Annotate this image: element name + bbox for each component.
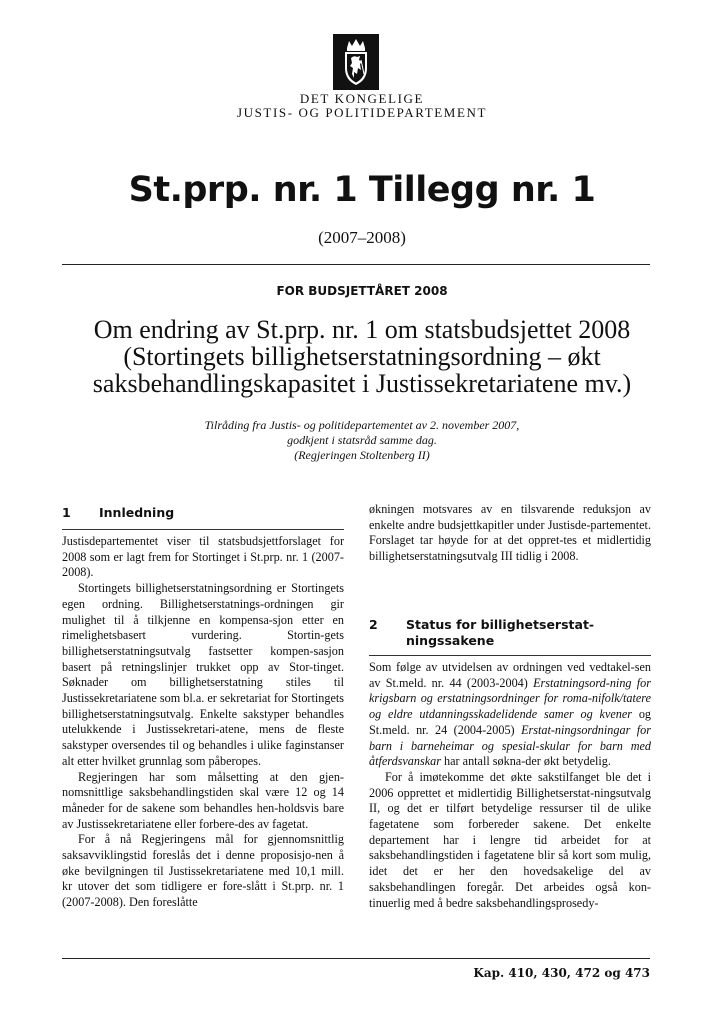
document-title: St.prp. nr. 1 Tillegg nr. 1 (128, 170, 596, 210)
department-name-line2: JUSTIS- OG POLITIDEPARTEMENT (236, 105, 488, 120)
top-divider (62, 264, 650, 265)
recommendation-line: (Regjeringen Stoltenberg II) (294, 448, 430, 462)
section-title: Status for billighetserstat-ningssakene (406, 617, 595, 648)
bottom-divider (62, 958, 650, 959)
recommendation-line: godkjent i statsråd samme dag. (287, 433, 437, 447)
section-heading-2 (369, 617, 651, 651)
section-heading-1 (62, 505, 344, 523)
chapter-references: Kap. 410, 430, 472 og 473 (473, 966, 650, 980)
norwegian-coat-of-arms-icon (333, 34, 379, 90)
subject-line: (Stortingets billighetserstatningsordning – økt (123, 342, 601, 371)
paragraph: Justisdepartementet viser til statsbudsjettforslaget for 2008 som er lagt frem for Stortinget i St.prp. nr. 1 (2007-2008). (62, 534, 344, 580)
section-rule (62, 529, 344, 530)
left-column (62, 534, 344, 911)
subject-line: Om endring av St.prp. nr. 1 om statsbudsjettet 2008 (93, 315, 631, 344)
department-name-line1: DET KONGELIGE (299, 91, 425, 106)
section-number: 2 (369, 617, 378, 632)
paragraph: For å imøtekomme det økte sakstilfanget ble det i 2006 opprettet et midlertidig Billighetserstat-ningsutvalg II, og det er tilført betydelige ressurser til de ulike fagetatene som forbereder sakene. Det enkelte departement har i lengre tid arbeidet for at saksbehandlingstiden i fagetatene blir så kort som mulig, idet det er her den hovedsakelige del av saksbehandlingen foregår. Det arbeides også kon-tinuerlig med å bedre saksbehandlingsprosedy- (369, 769, 651, 910)
right-column (369, 660, 651, 911)
subject-line: saksbehandlingskapasitet i Justissekretariatene mv.) (92, 369, 632, 398)
paragraph: økningen motsvares av en tilsvarende reduksjon av enkelte andre budsjettkapitler under Justisde-partementet. Forslaget tar høyde for at det oppret-tes et midlertidig billighetserstatningsutvalg III tidlig i 2008. (369, 502, 651, 564)
paragraph: Som følge av utvidelsen av ordningen ved vedtakel-sen av St.meld. nr. 44 (2003-2004) Erstatningsord-ning for krigsbarn og erstatningsordninger for roma-nifolk/tatere og eldre utdanningsskadelidende samer og kvener og St.meld. nr. 24 (2004-2005) Erstat-ningsordningar for barn i barneheimar og spesial-skular for barn med åtferdsvanskar har antall søkna-der økt betydelig. (369, 660, 651, 769)
paragraph: Regjeringen har som målsetting at den gjen-nomsnittlige saksbehandlingstiden skal være 12 og 14 måneder for de sakene som behandles hen-holdsvis bare av Justissekretariatene eller forbere-des av fagetat. (62, 769, 344, 831)
session-year: (2007–2008) (318, 228, 406, 247)
right-column-continuation (369, 502, 651, 565)
section-number: 1 (62, 505, 71, 520)
budget-year: FOR BUDSJETTÅRET 2008 (276, 284, 448, 298)
recommendation-line: Tilråding fra Justis- og politidepartementet av 2. november 2007, (204, 418, 520, 432)
paragraph: For å nå Regjeringens mål for gjennomsnittlig saksavviklingstid foreslås det i denne proposisjo-nen å øke bevilgningen til Justissekretariatene med 10,1 mill. kr utover det som tidligere er fore-slått i St.prp. nr. 1 (2007-2008). Den foreslåtte (62, 832, 344, 910)
section-title: Innledning (99, 505, 175, 520)
paragraph: Stortingets billighetserstatningsordning er Stortingets egen ordning. Billighetserstatnings-ordningen gir mulighet til å tilkjenne en kompensa-sjon etter en rimelighetsbasert vurdering. Stortin-gets billighetserstatningsutvalg fastsetter kompen-sasjon basert på retningslinjer trukket opp av Stor-tinget. Søknader om billighetserstatning stiles til Justissekretariatene som bl.a. er sekretariat for Stortingets billighetserstatningsutvalg. Enkelte sakstyper behandles utelukkende i Justissekretari-atene, mens de fleste sakstyper oversendes til og behandles i ulike faginstanser alt etter hvilket grunnlag som påberopes. (62, 581, 344, 768)
section-rule (369, 655, 651, 656)
document-subject (50, 316, 674, 397)
recommendation-note (100, 418, 624, 463)
